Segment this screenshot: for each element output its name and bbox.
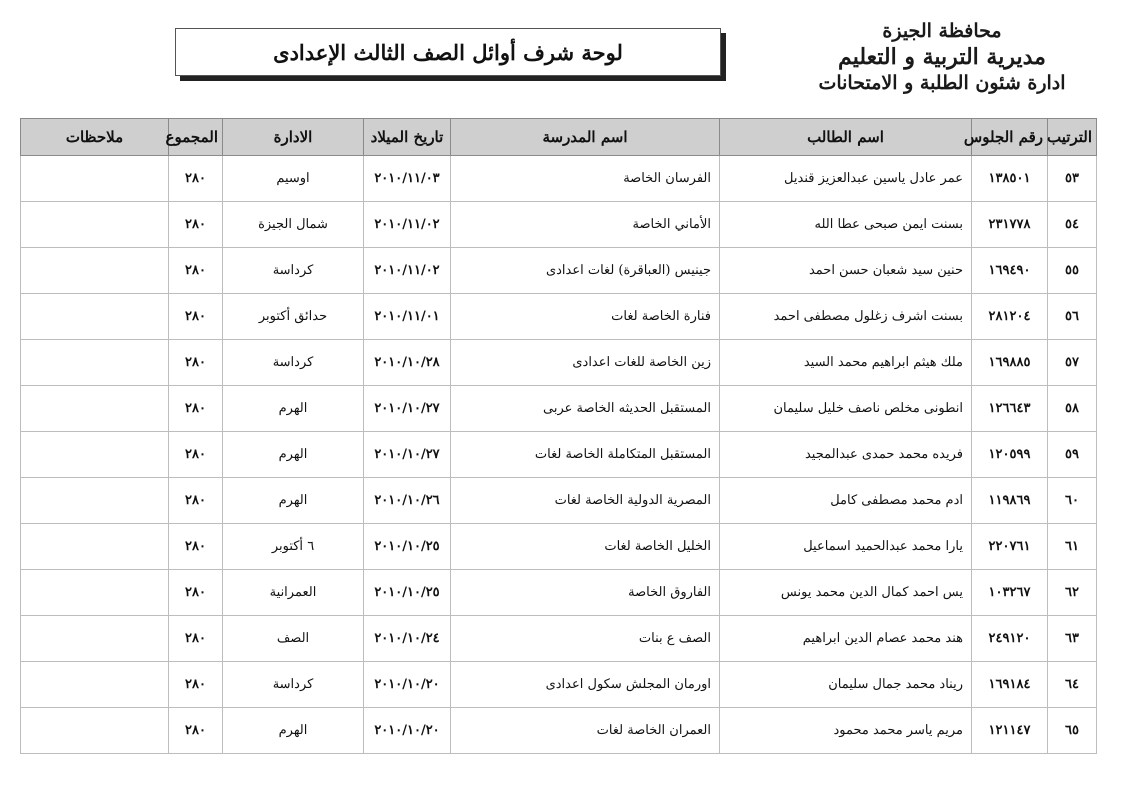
- rank-cell: ٥٥: [1048, 248, 1097, 294]
- directorate-header: [792, 18, 1092, 96]
- col-header-total: المجموع: [169, 119, 223, 156]
- seat-number-cell: ١٦٩٤٩٠: [972, 248, 1048, 294]
- rank-cell: ٦٤: [1048, 662, 1097, 708]
- col-header-seat: رقم الجلوس: [972, 119, 1048, 156]
- administration-cell: كرداسة: [223, 340, 364, 386]
- notes-cell: [21, 432, 169, 478]
- student-name-cell: بسنت ايمن صبحى عطا الله: [720, 202, 972, 248]
- school-name-cell: العمران الخاصة لغات: [451, 708, 720, 754]
- administration-line: ادارة شئون الطلبة و الامتحانات: [818, 72, 1066, 94]
- seat-number-cell: ٢٣١٧٧٨: [972, 202, 1048, 248]
- student-name-cell: بسنت اشرف زغلول مصطفى احمد: [720, 294, 972, 340]
- total-score-cell: ٢٨٠: [169, 294, 223, 340]
- notes-cell: [21, 478, 169, 524]
- student-name-cell: فريده محمد حمدى عبدالمجيد: [720, 432, 972, 478]
- school-name-cell: المصرية الدولية الخاصة لغات: [451, 478, 720, 524]
- directorate-line: مديرية التربية و التعليم: [838, 44, 1046, 70]
- col-header-notes: ملاحظات: [21, 119, 169, 156]
- table-row: [21, 524, 1097, 570]
- school-name-cell: المستقبل المتكاملة الخاصة لغات: [451, 432, 720, 478]
- birth-date-cell: ٢٠١٠/١٠/٢٥: [364, 524, 451, 570]
- birth-date-cell: ٢٠١٠/١٠/٢٥: [364, 570, 451, 616]
- administration-cell: اوسيم: [223, 156, 364, 202]
- seat-number-cell: ٢٢٠٧٦١: [972, 524, 1048, 570]
- rank-cell: ٥٩: [1048, 432, 1097, 478]
- seat-number-cell: ١٦٩٨٨٥: [972, 340, 1048, 386]
- table-row: [21, 570, 1097, 616]
- notes-cell: [21, 202, 169, 248]
- administration-cell: الصف: [223, 616, 364, 662]
- administration-cell: كرداسة: [223, 248, 364, 294]
- student-name-cell: ادم محمد مصطفى كامل: [720, 478, 972, 524]
- administration-cell: حدائق أكتوبر: [223, 294, 364, 340]
- total-score-cell: ٢٨٠: [169, 616, 223, 662]
- birth-date-cell: ٢٠١٠/١٠/٢٧: [364, 386, 451, 432]
- table-row: [21, 432, 1097, 478]
- col-header-dob: تاريخ الميلاد: [364, 119, 451, 156]
- total-score-cell: ٢٨٠: [169, 662, 223, 708]
- rank-cell: ٥٧: [1048, 340, 1097, 386]
- birth-date-cell: ٢٠١٠/١٠/٢٠: [364, 662, 451, 708]
- birth-date-cell: ٢٠١٠/١١/٠٣: [364, 156, 451, 202]
- administration-cell: شمال الجيزة: [223, 202, 364, 248]
- table-row: [21, 202, 1097, 248]
- seat-number-cell: ٢٤٩١٢٠: [972, 616, 1048, 662]
- school-name-cell: الصف ع بنات: [451, 616, 720, 662]
- school-name-cell: الأماني الخاصة: [451, 202, 720, 248]
- student-name-cell: ريناد محمد جمال سليمان: [720, 662, 972, 708]
- rank-cell: ٦٣: [1048, 616, 1097, 662]
- rank-cell: ٥٣: [1048, 156, 1097, 202]
- administration-cell: الهرم: [223, 386, 364, 432]
- table-row: [21, 708, 1097, 754]
- seat-number-cell: ١٢٦٦٤٣: [972, 386, 1048, 432]
- notes-cell: [21, 340, 169, 386]
- birth-date-cell: ٢٠١٠/١٠/٢٦: [364, 478, 451, 524]
- school-name-cell: الخليل الخاصة لغات: [451, 524, 720, 570]
- administration-cell: الهرم: [223, 432, 364, 478]
- school-name-cell: الفرسان الخاصة: [451, 156, 720, 202]
- administration-cell: الهرم: [223, 478, 364, 524]
- table-header-row: [21, 119, 1097, 156]
- seat-number-cell: ٢٨١٢٠٤: [972, 294, 1048, 340]
- total-score-cell: ٢٨٠: [169, 156, 223, 202]
- administration-cell: ٦ أكتوبر: [223, 524, 364, 570]
- student-name-cell: عمر عادل ياسين عبدالعزيز قنديل: [720, 156, 972, 202]
- total-score-cell: ٢٨٠: [169, 202, 223, 248]
- birth-date-cell: ٢٠١٠/١٠/٢٤: [364, 616, 451, 662]
- seat-number-cell: ١٢٠٥٩٩: [972, 432, 1048, 478]
- administration-cell: كرداسة: [223, 662, 364, 708]
- student-name-cell: انطونى مخلص ناصف خليل سليمان: [720, 386, 972, 432]
- notes-cell: [21, 570, 169, 616]
- student-name-cell: حنين سيد شعبان حسن احمد: [720, 248, 972, 294]
- table-row: [21, 478, 1097, 524]
- student-name-cell: ملك هيثم ابراهيم محمد السيد: [720, 340, 972, 386]
- school-name-cell: اورمان المجلش سكول اعدادى: [451, 662, 720, 708]
- seat-number-cell: ١٠٣٢٦٧: [972, 570, 1048, 616]
- notes-cell: [21, 248, 169, 294]
- page-title: لوحة شرف أوائل الصف الثالث الإعدادى: [175, 28, 721, 76]
- birth-date-cell: ٢٠١٠/١٠/٢٠: [364, 708, 451, 754]
- school-name-cell: فنارة الخاصة لغات: [451, 294, 720, 340]
- total-score-cell: ٢٨٠: [169, 524, 223, 570]
- rank-cell: ٦٢: [1048, 570, 1097, 616]
- school-name-cell: المستقبل الحديثه الخاصة عربى: [451, 386, 720, 432]
- total-score-cell: ٢٨٠: [169, 432, 223, 478]
- seat-number-cell: ١٦٩١٨٤: [972, 662, 1048, 708]
- birth-date-cell: ٢٠١٠/١٠/٢٨: [364, 340, 451, 386]
- col-header-admin: الادارة: [223, 119, 364, 156]
- rank-cell: ٥٦: [1048, 294, 1097, 340]
- table-row: [21, 340, 1097, 386]
- birth-date-cell: ٢٠١٠/١١/٠٢: [364, 202, 451, 248]
- notes-cell: [21, 662, 169, 708]
- rank-cell: ٦٠: [1048, 478, 1097, 524]
- birth-date-cell: ٢٠١٠/١١/٠١: [364, 294, 451, 340]
- table-body: [21, 156, 1097, 754]
- total-score-cell: ٢٨٠: [169, 570, 223, 616]
- table-row: [21, 248, 1097, 294]
- governorate-line: محافظة الجيزة: [882, 20, 1002, 42]
- total-score-cell: ٢٨٠: [169, 340, 223, 386]
- col-header-rank: الترتيب: [1048, 119, 1097, 156]
- student-name-cell: هند محمد عصام الدين ابراهيم: [720, 616, 972, 662]
- seat-number-cell: ١٢١١٤٧: [972, 708, 1048, 754]
- seat-number-cell: ١١٩٨٦٩: [972, 478, 1048, 524]
- notes-cell: [21, 294, 169, 340]
- seat-number-cell: ١٣٨٥٠١: [972, 156, 1048, 202]
- col-header-school: اسم المدرسة: [451, 119, 720, 156]
- student-name-cell: مريم ياسر محمد محمود: [720, 708, 972, 754]
- notes-cell: [21, 524, 169, 570]
- rank-cell: ٦٥: [1048, 708, 1097, 754]
- student-name-cell: يس احمد كمال الدين محمد يونس: [720, 570, 972, 616]
- administration-cell: العمرانية: [223, 570, 364, 616]
- rank-cell: ٦١: [1048, 524, 1097, 570]
- total-score-cell: ٢٨٠: [169, 708, 223, 754]
- table-row: [21, 156, 1097, 202]
- table-row: [21, 294, 1097, 340]
- notes-cell: [21, 616, 169, 662]
- col-header-name: اسم الطالب: [720, 119, 972, 156]
- notes-cell: [21, 156, 169, 202]
- student-name-cell: يارا محمد عبدالحميد اسماعيل: [720, 524, 972, 570]
- birth-date-cell: ٢٠١٠/١٠/٢٧: [364, 432, 451, 478]
- notes-cell: [21, 386, 169, 432]
- table-row: [21, 616, 1097, 662]
- birth-date-cell: ٢٠١٠/١١/٠٢: [364, 248, 451, 294]
- honor-roll-table: [20, 118, 1097, 754]
- administration-cell: الهرم: [223, 708, 364, 754]
- total-score-cell: ٢٨٠: [169, 248, 223, 294]
- table-row: [21, 662, 1097, 708]
- school-name-cell: الفاروق الخاصة: [451, 570, 720, 616]
- school-name-cell: جينيس (العباقرة) لغات اعدادى: [451, 248, 720, 294]
- total-score-cell: ٢٨٠: [169, 386, 223, 432]
- total-score-cell: ٢٨٠: [169, 478, 223, 524]
- school-name-cell: زين الخاصة للغات اعدادى: [451, 340, 720, 386]
- rank-cell: ٥٤: [1048, 202, 1097, 248]
- notes-cell: [21, 708, 169, 754]
- table-row: [21, 386, 1097, 432]
- rank-cell: ٥٨: [1048, 386, 1097, 432]
